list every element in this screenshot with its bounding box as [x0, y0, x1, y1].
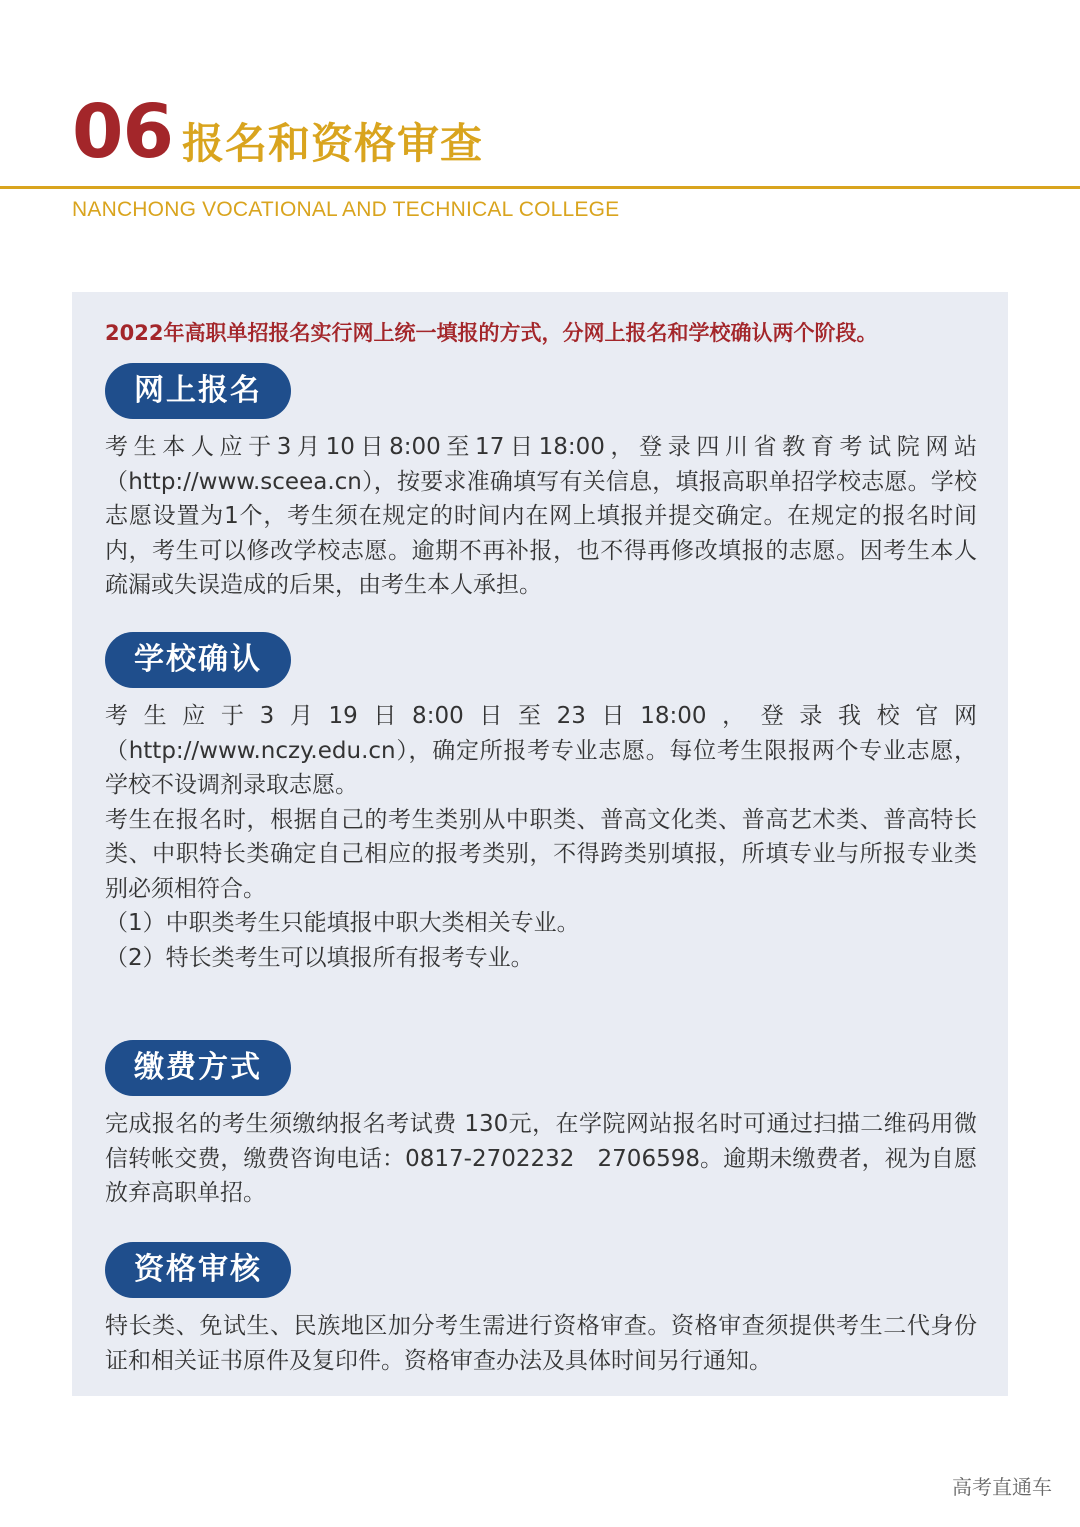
section-body-payment — [105, 1107, 977, 1211]
section-body-school-confirmation — [105, 699, 977, 975]
content-panel — [72, 292, 1008, 1396]
section-heading-online-registration: 网上报名 — [105, 363, 291, 419]
section-number: 06 — [72, 89, 173, 175]
watermark-text: 高考直通车 — [952, 1475, 1052, 1499]
section-body-qualification-review — [105, 1309, 977, 1378]
section-heading-qualification-review: 资格审核 — [105, 1242, 291, 1298]
list-item: （1）中职类考生只能填报中职大类相关专业。 — [105, 910, 580, 936]
section-body-online-registration — [105, 430, 977, 603]
paragraph: 考生在报名时，根据自己的考生类别从中职类、普高文化类、普高艺术类、普高特长类、中职特长类确定自己相应的报考类别，不得跨类别填报，所填专业与所报专业类别必须相符合。 — [105, 806, 977, 902]
college-name: NANCHONG VOCATIONAL AND TECHNICAL COLLEGE — [72, 198, 620, 221]
paragraph: 考生应于3月19日8:00日至23日18:00，登录我校官网（http://www.nczy.edu.cn），确定所报考专业志愿。每位考生限报两个专业志愿，学校不设调剂录取志愿。 — [105, 703, 977, 798]
paragraph: 特长类、免试生、民族地区加分考生需进行资格审查。资格审查须提供考生二代身份证和相关证书原件及复印件。资格审查办法及具体时间另行通知。 — [105, 1313, 977, 1374]
header-divider — [0, 186, 1080, 189]
list-item: （2）特长类考生可以填报所有报考专业。 — [105, 944, 534, 971]
paragraph: 考生本人应于3月10日8:00至17日18:00，登录四川省教育考试院网站（http://www.sceea.cn），按要求准确填写有关信息，填报高职单招学校志愿。学校志愿设置为1个，考生须在规定的时间内在网上填报并提交确定。在规定的报名时间内，考生可以修改学校志愿。逾期不再补报，也不得再修改填报的志愿。因考生本人疏漏或失误造成的后果，由考生本人承担。 — [105, 434, 977, 598]
section-heading-school-confirmation: 学校确认 — [105, 632, 291, 688]
intro-text: 2022年高职单招报名实行网上统一填报的方式，分网上报名和学校确认两个阶段。 — [105, 321, 878, 345]
page-title: 报名和资格审查 — [182, 119, 484, 168]
section-heading-payment: 缴费方式 — [105, 1040, 291, 1096]
paragraph: 完成报名的考生须缴纳报名考试费 130元，在学院网站报名时可通过扫描二维码用微信转帐交费，缴费咨询电话：0817-2702232 2706598。逾期未缴费者，视为自愿放弃高职单招。 — [105, 1111, 977, 1206]
